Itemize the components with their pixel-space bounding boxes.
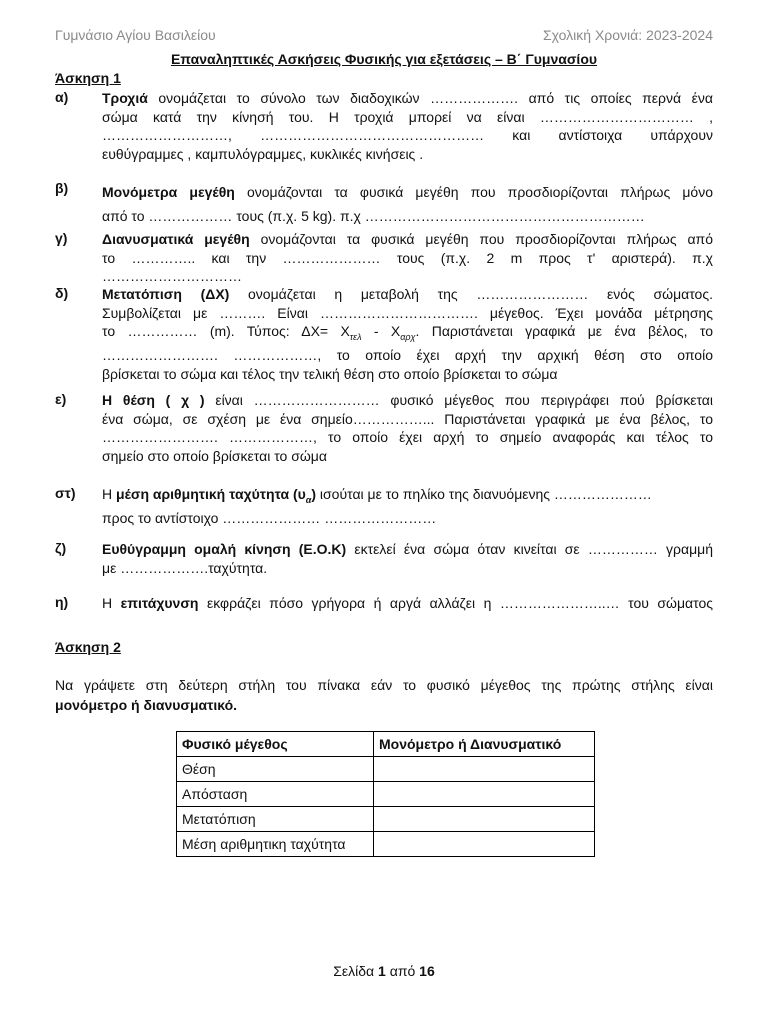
- exercise-2-line2: μονόμετρο ή διανυσματικό.: [55, 697, 238, 713]
- answer-cell[interactable]: [374, 807, 595, 832]
- item-b-line1: ονομάζονται τα φυσικά μεγέθη που προσδιορίζονται πλήρως μόνο: [234, 184, 713, 200]
- school-name: Γυμνάσιο Αγίου Βασιλείου: [55, 27, 216, 43]
- item-d-line1: ονομάζεται η μεταβολή της …………………… ενός σώματος.: [229, 286, 713, 302]
- table-row: [177, 757, 595, 782]
- item-a-label: α): [55, 89, 69, 105]
- item-b-label: β): [55, 180, 69, 196]
- item-e-line4: σημείο στο οποίο βρίσκεται το σώμα: [102, 447, 327, 464]
- item-z-line2: με ……………….ταχύτητα.: [102, 559, 268, 576]
- item-c-line1: ονομάζονται τα φυσικά μεγέθη που προσδιορίζονται πλήρως από: [249, 231, 714, 247]
- item-c: [55, 230, 713, 286]
- item-a-line4: ευθύγραμμες , καμπυλόγραμμες, κυκλικές κινήσεις .: [102, 145, 424, 162]
- term-acceleration: επιτάχυνση: [120, 595, 199, 611]
- quantity-cell: Θέση: [177, 757, 374, 782]
- table-row: [177, 807, 595, 832]
- exercise-2-line1: Να γράψετε στη δεύτερη στήλη του πίνακα εάν το φυσικό μέγεθος της πρώτης στήλης είναι: [55, 677, 713, 693]
- term-uniform-motion: Ευθύγραμμη ομαλή κίνηση (Ε.Ο.Κ): [102, 541, 347, 557]
- exercise-2-instructions: [55, 675, 713, 715]
- term-average-speed: μέση αριθμητική ταχύτητα $(\upsilon_\alpha)$: [116, 486, 317, 505]
- quantities-table: [176, 731, 595, 857]
- item-st-label: στ): [55, 485, 76, 501]
- item-h: η) Η επιτάχυνση εκφράζει πόσο γρήγορα ή αργά αλλάζει η …………………..… του σώματος: [55, 594, 713, 611]
- item-z-label: ζ): [55, 540, 67, 556]
- item-e-line2: ένα σώμα, σε σχέση με ένα σημείο……………... Παριστάνεται γραφικά με ένα βέλος, το: [102, 410, 713, 427]
- quantity-cell: Μέση αριθμητικη ταχύτητα: [177, 832, 374, 857]
- table-row: [177, 782, 595, 807]
- item-h-line1: εκφράζει πόσο γρήγορα ή αργά αλλάζει η …………………..… του σώματος: [198, 595, 713, 611]
- item-d-line2: Συμβολίζεται με ………. Είναι ……………………………. μέγεθος. Έχει μονάδα μέτρησης: [102, 304, 713, 321]
- item-e-line3: ……………………. ………………, το οποίο έχει αρχή το σημείο αναφοράς και τέλος το: [102, 429, 713, 445]
- column-header-quantity: Φυσικό μέγεθος: [177, 732, 374, 757]
- document-title: Επαναληπτικές Ασκήσεις Φυσικής για εξετάσεις – Β΄ Γυμνασίου: [170, 51, 598, 67]
- term-vector: Διανυσματικά μεγέθη: [102, 231, 250, 247]
- item-d-line4: ……………………. ………………, το οποίο έχει αρχή την αρχική θέση στο οποίο: [102, 347, 713, 364]
- item-d: [55, 285, 713, 383]
- table-header-row: [177, 732, 595, 757]
- footer-of: από: [385, 963, 420, 979]
- item-d-line5: βρίσκεται το σώμα και τέλος την τελική θέση στο οποίο βρίσκεται το σώμα: [102, 365, 558, 382]
- item-a-line2: σώμα κατά την κίνησή του. Η τροχιά μπορεί να είναι …………………………… ,: [102, 108, 713, 125]
- term-trajectory: Τροχιά: [102, 90, 148, 106]
- page-number: 1: [378, 963, 386, 979]
- item-a: [55, 89, 713, 163]
- item-z-line1: εκτελεί ένα σώμα όταν κινείται σε …………… γραμμή: [346, 541, 714, 557]
- item-st-line1: ισούται με το πηλίκο της διανυόμενης …………………: [316, 486, 652, 502]
- item-st: στ) Η μέση αριθμητική ταχύτητα $(\upsilon_\alpha)$ ισούται με το πηλίκο της διανυόμενης ………………… προς το αντίστοιχο ………………… ……………………: [55, 485, 713, 528]
- item-st-line2: προς το αντίστοιχο ………………… ……………………: [102, 510, 437, 527]
- term-displacement: Μετατόπιση (ΔΧ): [102, 286, 230, 302]
- answer-cell[interactable]: [374, 782, 595, 807]
- quantity-cell: Απόσταση: [177, 782, 374, 807]
- item-e-label: ε): [55, 391, 67, 407]
- answer-cell[interactable]: [374, 832, 595, 857]
- item-a-line3: ………………………, ………………………………………… και αντίστοιχα υπάρχουν: [102, 127, 713, 143]
- exercise-2-heading: Άσκηση 2: [55, 639, 121, 655]
- item-a-line1: ονομάζεται το σύνολο των διαδοχικών ………………. από τις οποίες περνά ένα: [147, 90, 713, 106]
- item-b: [55, 180, 713, 228]
- item-h-label: η): [55, 594, 69, 610]
- item-d-line3: το …………… (m). Τύπος: $\Delta X= X_{\tau\varepsilon\lambda} - X_{\alpha\rho\chi}$. Παριστάνεται γραφικά με ένα βέλος, το: [102, 323, 714, 342]
- term-scalar: Μονόμετρα μεγέθη: [102, 184, 235, 200]
- item-e: [55, 391, 713, 465]
- page-footer: [0, 963, 768, 979]
- exercise-1-heading: Άσκηση 1: [55, 70, 121, 86]
- table-row: [177, 832, 595, 857]
- item-c-label: γ): [55, 230, 68, 246]
- term-position: Η θέση ( χ ): [102, 392, 205, 408]
- quantity-cell: Μετατόπιση: [177, 807, 374, 832]
- school-year: Σχολική Χρονιά: 2023-2024: [543, 27, 713, 43]
- footer-prefix: Σελίδα: [333, 963, 379, 979]
- item-b-line2: από το ……………… τους (π.χ. 5 kg). π.χ ……………………………………………………: [102, 208, 645, 224]
- item-z: [55, 540, 713, 577]
- column-header-type: Μονόμετρο ή Διανυσματικό: [374, 732, 595, 757]
- item-e-line1: είναι ……………………… φυσικό μέγεθος που περιγράφει πού βρίσκεται: [204, 392, 713, 408]
- item-d-label: δ): [55, 285, 69, 301]
- page-total: 16: [419, 963, 435, 979]
- item-c-line2: το ………….. και την ………………… τους (π.χ. 2 m προς τ' αριστερά). π.χ: [102, 249, 713, 266]
- answer-cell[interactable]: [374, 757, 595, 782]
- item-c-line3: …………………………: [102, 268, 242, 284]
